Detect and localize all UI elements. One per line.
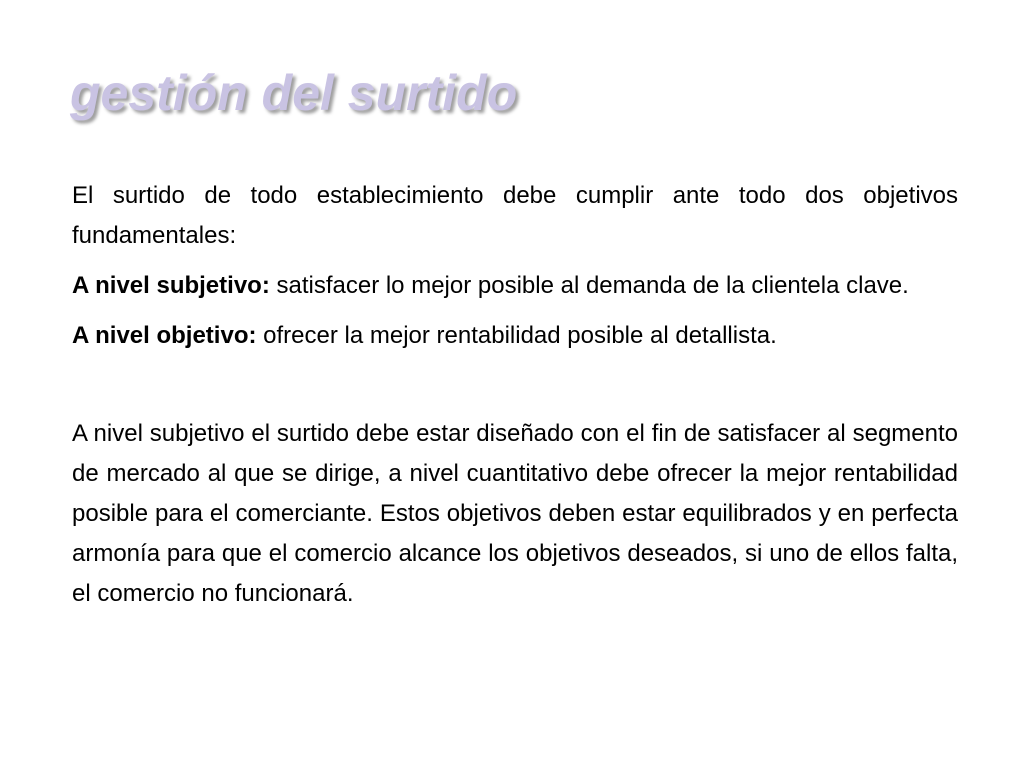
subjective-paragraph	[72, 266, 958, 306]
objective-text: ofrecer la mejor rentabilidad posible al detallista.	[256, 322, 777, 349]
conclusion-paragraph: A nivel subjetivo el surtido debe estar diseñado con el fin de satisfacer al segmento de mercado al que se dirige, a nivel cuantitativo debe ofrecer la mejor rentabilidad posible para el comerciante. Estos objetivos deben estar equilibrados y en perfecta armonía para que el comercio alcance los objetivos deseados, si uno de ellos falta, el comercio no funcionará.	[72, 420, 958, 607]
slide-body	[72, 176, 958, 624]
subjective-text: satisfacer lo mejor posible al demanda de la clientela clave.	[269, 272, 909, 299]
objective-label: A nivel objetivo:	[72, 322, 257, 349]
objective-paragraph	[72, 316, 958, 356]
slide-title: gestión del surtido	[70, 65, 518, 121]
intro-paragraph: El surtido de todo establecimiento debe cumplir ante todo dos objetivos fundamentales:	[72, 182, 958, 249]
subjective-label: A nivel subjetivo:	[72, 272, 270, 299]
